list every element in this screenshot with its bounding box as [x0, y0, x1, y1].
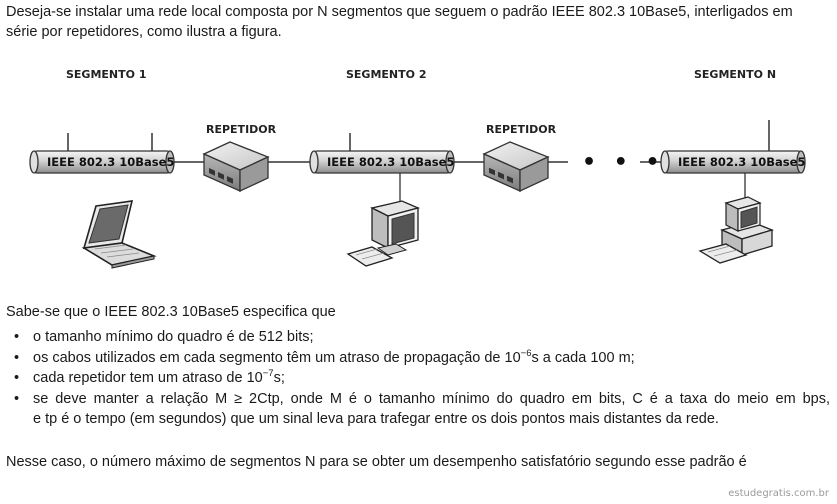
bullet-marker: •	[14, 329, 20, 345]
bullet-marker: •	[14, 370, 20, 386]
bullet-text-cable-delay-end: s a cada 100 m;	[531, 349, 635, 366]
segment-1-label: SEGMENTO 1	[66, 68, 147, 81]
bullet-marker: •	[14, 349, 20, 366]
bullet-text-cable-delay: os cabos utilizados em cada segmento têm um atraso de propagação de 10	[33, 349, 521, 366]
exponent: −6	[520, 347, 532, 359]
bullet-text-frame-size: o tamanho mínimo do quadro é de 512 bits;	[33, 329, 314, 345]
desktop-computer-icon	[348, 201, 418, 266]
segment-n-label: SEGMENTO N	[694, 68, 777, 81]
bullet-text-relation-line-2: e tp é o tempo (em segundos) que um sinal leva para trafegar entre os dois pontos mais distantes da rede.	[33, 411, 719, 427]
repeater-1-box	[204, 142, 268, 191]
segment-2-cable-label: IEEE 802.3 10Base5	[327, 155, 455, 169]
repeater-2-box	[484, 142, 548, 191]
watermark: estudegratis.com.br	[728, 488, 829, 499]
segment-n-cable-label: IEEE 802.3 10Base5	[678, 155, 806, 169]
list-item	[0, 348, 830, 369]
question-text: Nesse caso, o número máximo de segmentos N para se obter um desempenho satisfatório segundo esse padrão é	[6, 454, 747, 470]
list-item	[0, 327, 830, 348]
intro-text	[6, 2, 832, 42]
segment-2-label: SEGMENTO 2	[346, 68, 427, 81]
segment-1-cable-label: IEEE 802.3 10Base5	[47, 155, 175, 169]
desktop-tower-icon	[700, 197, 772, 263]
intro-line-1: Deseja-se instalar uma rede local composta por N segmentos que seguem o padrão IEEE 802.3 10Base5, interligados em	[6, 4, 793, 20]
spec-intro: Sabe-se que o IEEE 802.3 10Base5 especifica que	[6, 304, 336, 320]
bullet-marker: •	[14, 390, 20, 407]
spec-list	[0, 327, 830, 430]
network-diagram-graphics	[0, 58, 837, 293]
bullet-text-repeater-delay-end: s;	[273, 370, 285, 386]
intro-line-2: série por repetidores, como ilustra a figura.	[6, 24, 282, 40]
ellipsis-dots: • • •	[582, 150, 665, 175]
list-item	[0, 368, 830, 389]
list-item	[0, 389, 830, 430]
repeater-2-label: REPETIDOR	[486, 123, 557, 136]
network-figure	[0, 58, 837, 293]
bullet-text-relation-line-1: se deve manter a relação M ≥ 2Ctp, onde M é o tamanho mínimo do quadro em bits, C é a taxa do meio em bps,	[33, 390, 830, 407]
repeater-1-label: REPETIDOR	[206, 123, 277, 136]
laptop-icon	[84, 201, 154, 268]
bullet-text-repeater-delay: cada repetidor tem um atraso de 10	[33, 370, 263, 386]
exponent: −7	[262, 368, 274, 380]
